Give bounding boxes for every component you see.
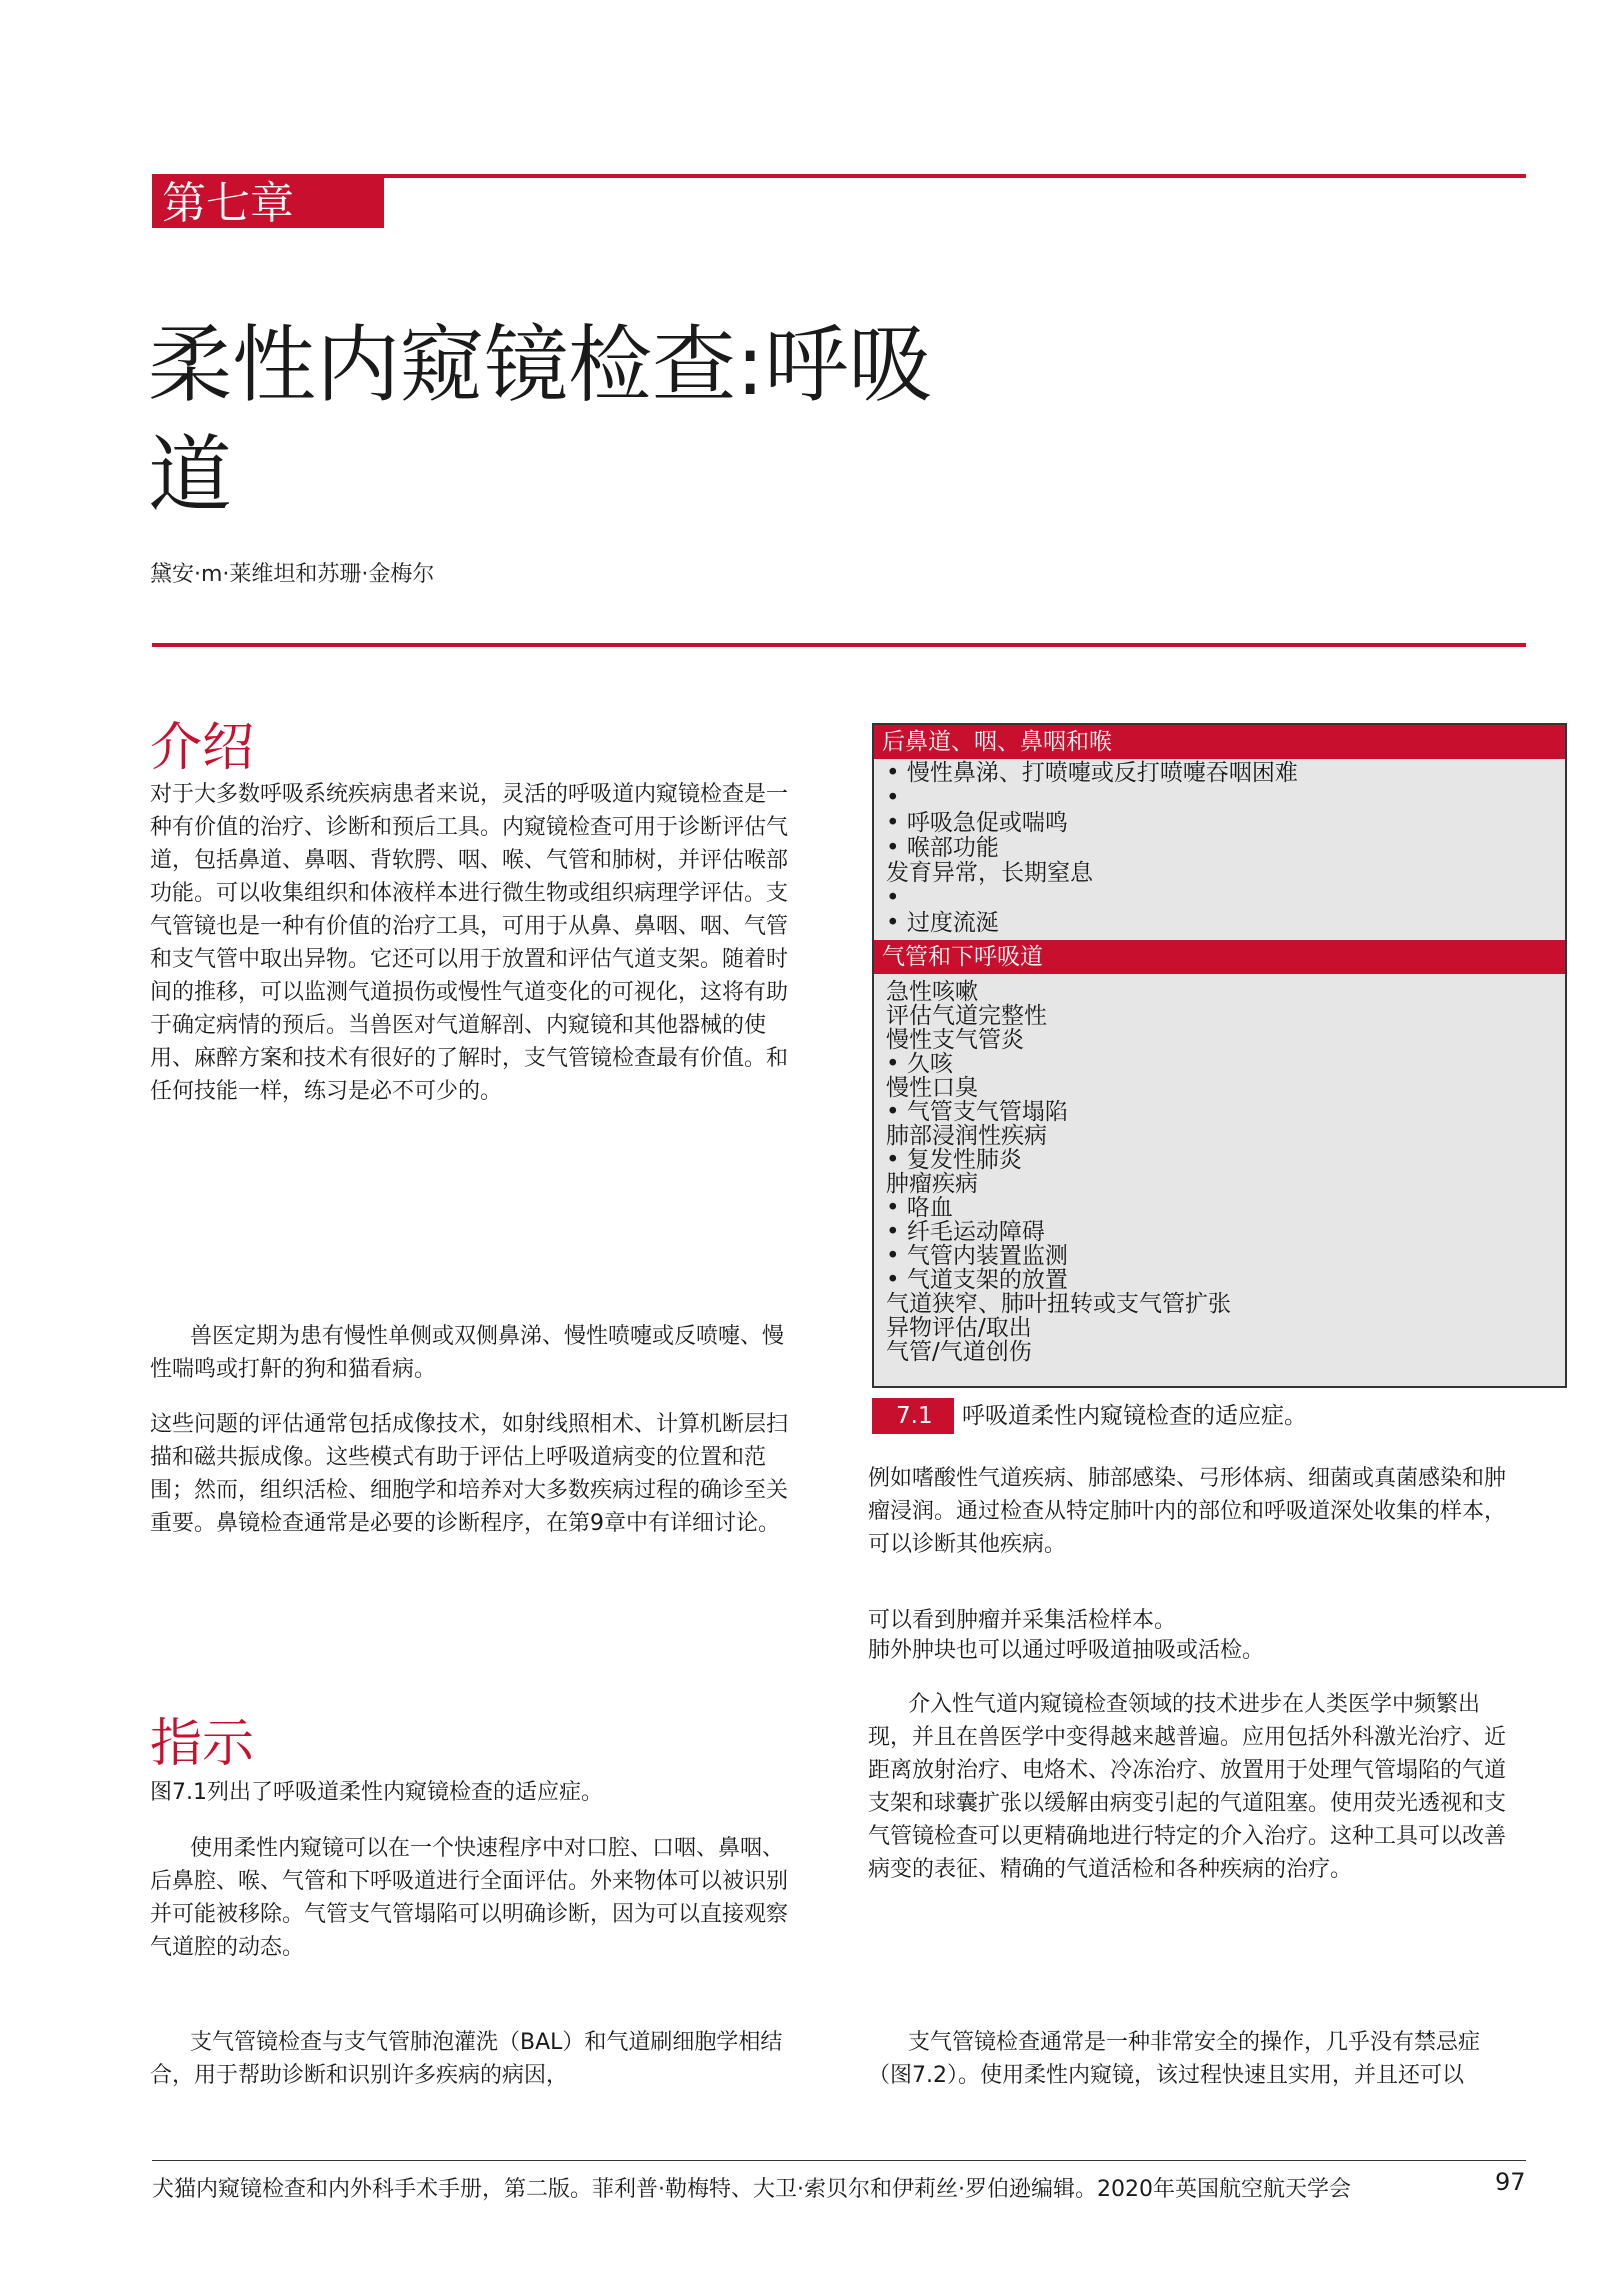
authors: 黛安·m·莱维坦和苏珊·金梅尔 <box>150 562 435 587</box>
intro-heading: 介绍 <box>150 718 255 778</box>
figure-section-1-list <box>874 759 1565 936</box>
chapter-title <box>148 310 978 530</box>
list-item: 肺部浸润性疾病 <box>886 1123 1047 1149</box>
right-paragraph-2: 可以看到肿瘤并采集活检样本。 <box>868 1608 1177 1633</box>
right-paragraph-1: 例如嗜酸性气道疾病、肺部感染、弓形体病、细菌或真菌感染和肿瘤浸润。通过检查从特定肺叶内的部位和呼吸道深处收集的样本，可以诊断其他疾病。 <box>868 1466 1507 1557</box>
indications-heading: 指示 <box>150 1714 255 1774</box>
footer-citation: 犬猫内窥镜检查和内外科手术手册，第二版。菲利普·勒梅特、大卫·索贝尔和伊莉丝·罗伯逊编辑。2020年英国航空航天学会 <box>152 2177 1351 2202</box>
page-number: 97 <box>1495 2168 1526 2196</box>
list-item: 评估气道完整性 <box>886 1003 1047 1029</box>
right-paragraph-5: 支气管镜检查通常是一种非常安全的操作，几乎没有禁忌症（图7.2）。使用柔性内窥镜，该过程快速且实用，并且还可以 <box>868 2030 1481 2088</box>
figure-caption-number: 7.1 <box>872 1398 954 1434</box>
list-item: 慢性口臭 <box>886 1075 978 1101</box>
figure-section-2-list <box>874 974 1565 1364</box>
list-item: • 纤毛运动障碍 <box>886 1219 1045 1245</box>
list-item: • 气管支气管塌陷 <box>886 1099 1068 1125</box>
list-item: 肿瘤疾病 <box>886 1171 978 1197</box>
figure-section-1-title: 后鼻道、咽、鼻咽和喉 <box>874 725 1565 759</box>
header-rule <box>152 643 1526 647</box>
footer-rule <box>152 2160 1526 2161</box>
list-item: • 气管内装置监测 <box>886 1243 1068 1269</box>
list-item: 气管/气道创伤 <box>886 1339 1032 1365</box>
indications-paragraph-1: 图7.1列出了呼吸道柔性内窥镜检查的适应症。 <box>150 1780 603 1805</box>
list-item: • 喉部功能 <box>886 835 999 861</box>
list-item: • 复发性肺炎 <box>886 1147 1022 1173</box>
list-item: • 过度流涎 <box>886 910 999 936</box>
list-item: • 气道支架的放置 <box>886 1267 1068 1293</box>
list-item: • 久咳 <box>886 1051 953 1077</box>
intro-paragraph-1: 对于大多数呼吸系统疾病患者来说，灵活的呼吸道内窥镜检查是一种有价值的治疗、诊断和预后工具。内窥镜检查可用于诊断评估气道，包括鼻道、鼻咽、背软腭、咽、喉、气管和肺树，并评估喉部功能。可以收集组织和体液样本进行微生物或组织病理学评估。支气管镜也是一种有价值的治疗工具，可用于从鼻、鼻咽、咽、气管和支气管中取出异物。它还可以用于放置和评估气道支架。随着时间的推移，可以监测气道损伤或慢性气道变化的可视化，这将有助于确定病情的预后。当兽医对气道解剖、内窥镜和其他器械的使用、麻醉方案和技术有很好的了解时，支气管镜检查最有价值。和任何技能一样，练习是必不可少的。 <box>150 782 789 1104</box>
title-line-1: 柔性内窥镜检查:呼吸 <box>148 316 933 414</box>
figure-7-1-box <box>872 723 1567 1388</box>
indications-paragraph-3: 支气管镜检查与支气管肺泡灌洗（BAL）和气道刷细胞学相结合，用于帮助诊断和识别许多疾病的病因， <box>150 2030 783 2088</box>
list-item: • <box>886 885 900 911</box>
list-item: • 慢性鼻涕、打喷嚏或反打喷嚏吞咽困难 <box>886 760 1298 786</box>
list-item: • 咯血 <box>886 1195 953 1221</box>
intro-paragraph-2: 兽医定期为患有慢性单侧或双侧鼻涕、慢性喷嚏或反喷嚏、慢性喘鸣或打鼾的狗和猫看病。 <box>150 1324 785 1382</box>
title-line-2: 道 <box>148 426 233 524</box>
list-item: 急性咳嗽 <box>886 979 978 1005</box>
list-item: 发育异常，长期窒息 <box>886 860 1093 886</box>
figure-caption-text: 呼吸道柔性内窥镜检查的适应症。 <box>962 1403 1307 1429</box>
right-paragraph-3: 肺外肿块也可以通过呼吸道抽吸或活检。 <box>868 1638 1265 1663</box>
list-item: 气道狭窄、肺叶扭转或支气管扩张 <box>886 1291 1231 1317</box>
indications-paragraph-2: 使用柔性内窥镜可以在一个快速程序中对口腔、口咽、鼻咽、后鼻腔、喉、气管和下呼吸道进行全面评估。外来物体可以被识别并可能被移除。气管支气管塌陷可以明确诊断，因为可以直接观察气道腔的动态。 <box>150 1836 789 1960</box>
list-item: 慢性支气管炎 <box>886 1027 1024 1053</box>
list-item: • 呼吸急促或喘鸣 <box>886 810 1068 836</box>
figure-section-2-title: 气管和下呼吸道 <box>874 940 1565 974</box>
list-item: • <box>886 785 900 811</box>
right-paragraph-4: 介入性气道内窥镜检查领域的技术进步在人类医学中频繁出现，并且在兽医学中变得越来越普遍。应用包括外科激光治疗、近距离放射治疗、电烙术、冷冻治疗、放置用于处理气管塌陷的气道支架和球囊扩张以缓解由病变引起的气道阻塞。使用荧光透视和支气管镜检查可以更精确地进行特定的介入治疗。这种工具可以改善病变的表征、精确的气道活检和各种疾病的治疗。 <box>868 1692 1507 1882</box>
list-item: 异物评估/取出 <box>886 1315 1032 1341</box>
intro-paragraph-3: 这些问题的评估通常包括成像技术，如射线照相术、计算机断层扫描和磁共振成像。这些模式有助于评估上呼吸道病变的位置和范围；然而，组织活检、细胞学和培养对大多数疾病过程的确诊至关重要。鼻镜检查通常是必要的诊断程序，在第9章中有详细讨论。 <box>150 1412 789 1536</box>
chapter-tag: 第七章 <box>152 178 384 228</box>
